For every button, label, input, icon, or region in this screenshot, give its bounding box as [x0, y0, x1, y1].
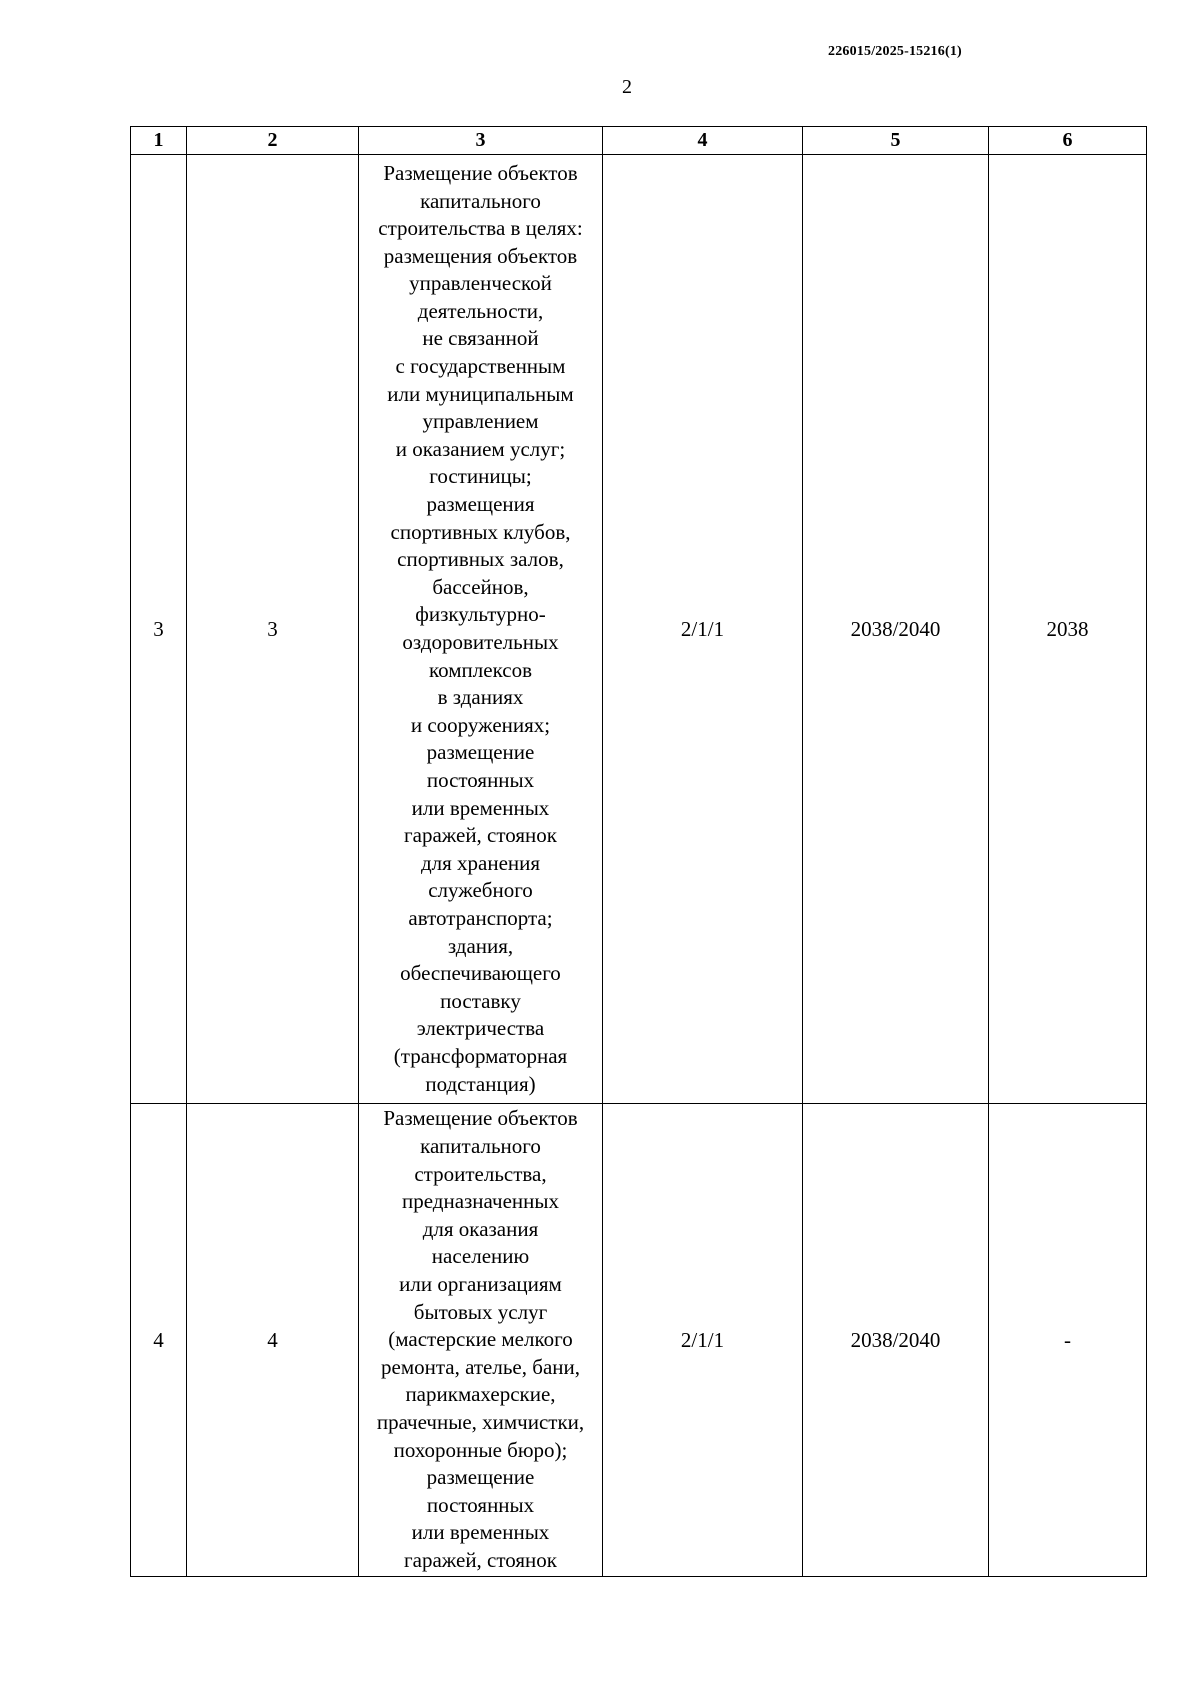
value-cell-5: 2038/2040: [803, 155, 989, 1104]
description-line: размещение: [426, 740, 535, 765]
description-line: (мастерские мелкого: [388, 1327, 573, 1352]
description-line: подстанция): [425, 1071, 536, 1096]
description-line: и сооружениях;: [410, 712, 551, 737]
description-line: капитального: [420, 188, 541, 213]
column-header-2: 2: [187, 127, 359, 155]
row-number-cell: 3: [131, 155, 187, 1104]
description-line: оздоровительных: [402, 630, 559, 654]
description-line: гаражей, стоянок: [404, 823, 557, 848]
column-header-4: 4: [603, 127, 803, 155]
description-line: спортивных залов,: [397, 547, 564, 572]
description-line: гаражей, стоянок: [404, 1547, 557, 1572]
main-table: [130, 126, 1147, 1577]
description-line: Размещение объектов: [383, 160, 578, 185]
description-line: в зданиях: [437, 685, 524, 710]
page-number: 2: [622, 76, 632, 98]
description-line: обеспечивающего: [400, 961, 561, 986]
description-line: размещения: [426, 492, 535, 517]
description-line: и оказанием услуг;: [395, 436, 566, 461]
description-line: строительства,: [414, 1161, 547, 1186]
description-line: постоянных: [426, 1492, 535, 1517]
description-line: прачечные, химчистки,: [376, 1409, 585, 1434]
value-cell-6: -: [989, 1104, 1147, 1577]
column-header-1: 1: [131, 127, 187, 155]
description-line: населению: [431, 1244, 530, 1269]
description-line: управлением: [422, 409, 539, 434]
description-line: или муниципальным: [387, 381, 574, 406]
description-cell: [359, 155, 603, 1104]
description-line: предназначенных: [401, 1189, 559, 1214]
description-line: электричества: [416, 1016, 545, 1041]
description-line: бассейнов,: [432, 574, 529, 599]
zone-number-cell: 3: [187, 155, 359, 1104]
zone-number-cell: 4: [187, 1104, 359, 1577]
description-line: управленческой: [409, 271, 552, 296]
description-line: комплексов: [429, 657, 532, 682]
description-line: с государственным: [395, 354, 566, 379]
description-line: похоронные бюро);: [393, 1437, 568, 1462]
value-cell-4: 2/1/1: [603, 1104, 803, 1577]
column-header-5: 5: [803, 127, 989, 155]
description-line: постоянных: [426, 767, 535, 792]
table-row: [131, 155, 1147, 1104]
value-cell-6: 2038: [989, 155, 1147, 1104]
description-cell: [359, 1104, 603, 1577]
value-cell-4: 2/1/1: [603, 155, 803, 1104]
description-line: гостиницы;: [429, 464, 532, 489]
description-line: или временных: [411, 795, 550, 820]
description-line: автотранспорта;: [408, 905, 553, 930]
description-line: деятельности,: [417, 298, 544, 323]
description-line: строительства в целях:: [378, 216, 583, 241]
table-header-row: [131, 127, 1147, 155]
column-header-3: 3: [359, 127, 603, 155]
description-line: или временных: [411, 1520, 550, 1545]
document-number: 226015/2025-15216(1): [828, 44, 962, 59]
description-line: для оказания: [422, 1216, 539, 1241]
description-line: не связанной: [422, 326, 539, 351]
description-line: служебного: [428, 878, 533, 903]
description-line: поставку: [440, 988, 521, 1013]
description-line: спортивных клубов,: [390, 519, 571, 544]
description-line: размещения объектов: [383, 243, 578, 268]
row-number-cell: 4: [131, 1104, 187, 1577]
description-line: Размещение объектов: [383, 1106, 578, 1131]
description-line: физкультурно-: [415, 602, 546, 627]
description-line: капитального: [420, 1134, 541, 1159]
column-header-6: 6: [989, 127, 1147, 155]
table-row: [131, 1104, 1147, 1577]
description-line: ремонта, ателье, бани,: [381, 1354, 580, 1379]
description-line: размещение: [426, 1465, 535, 1490]
value-cell-5: 2038/2040: [803, 1104, 989, 1577]
description-line: здания,: [447, 933, 514, 958]
description-line: парикмахерские,: [405, 1382, 556, 1407]
description-line: для хранения: [420, 850, 541, 875]
description-line: или организациям: [399, 1272, 562, 1297]
description-line: (трансформаторная: [393, 1043, 568, 1068]
description-line: бытовых услуг: [413, 1299, 548, 1324]
